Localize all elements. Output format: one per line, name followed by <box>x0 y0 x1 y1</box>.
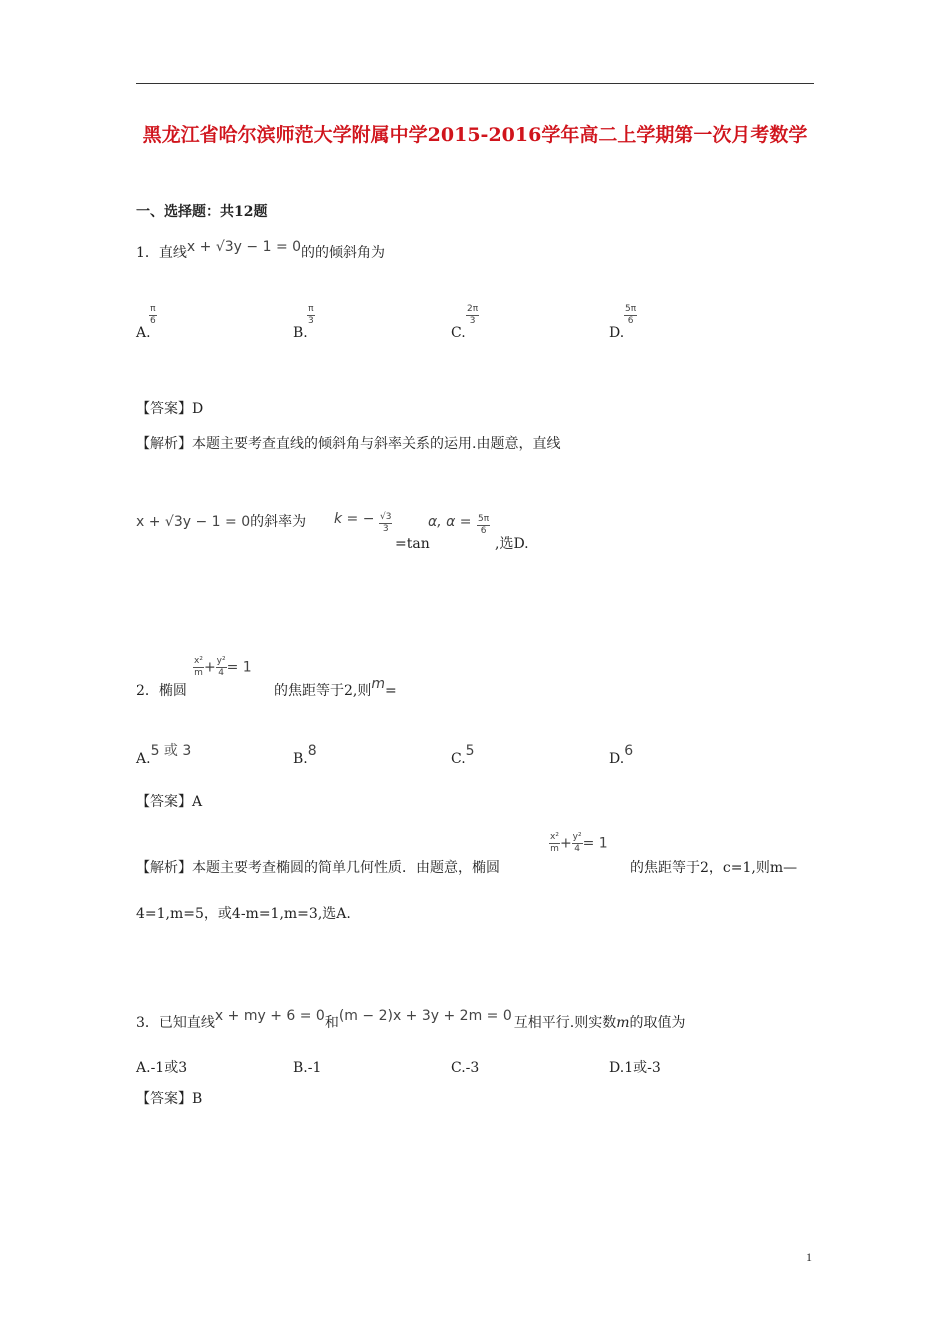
option-value: 8 <box>307 743 317 759</box>
plus-sign: + <box>559 835 572 852</box>
page-number: 1 <box>806 1250 812 1264</box>
option-d-fraction <box>624 298 637 327</box>
question-number: 1． <box>136 245 159 261</box>
option-b <box>293 743 317 768</box>
question-text: 互相平行.则实数 <box>513 1015 617 1031</box>
fraction-denominator: 3 <box>469 316 476 326</box>
alpha-fraction <box>477 508 490 537</box>
option-a <box>136 743 192 768</box>
fraction-numerator: π <box>150 304 156 314</box>
question-number: 3． <box>136 1015 159 1031</box>
fraction-denominator: 3 <box>308 316 314 326</box>
question-text: 的取值为 <box>629 1015 686 1031</box>
fraction-numerator: 2π <box>467 304 479 314</box>
fraction-numerator: 5π <box>478 514 490 524</box>
plus-sign: + <box>203 659 216 676</box>
option-value: 5 或 3 <box>150 743 192 759</box>
page-title: 黑龙江省哈尔滨师范大学附属中学2015-2016学年高二上学期第一次月考数学 <box>142 124 808 146</box>
section-heading: 一、选择题：共12题 <box>136 204 268 220</box>
analysis-text: 的斜率为 <box>250 514 307 530</box>
option-label: C. <box>451 1060 466 1076</box>
tan-text: =tan <box>395 536 430 552</box>
fraction-numerator: y² <box>216 656 226 666</box>
question-text: 直线 <box>158 245 187 261</box>
fraction-denominator: m <box>550 844 559 854</box>
header-rule <box>136 83 814 84</box>
answer: 【答案】A <box>136 794 203 810</box>
fraction-numerator: π <box>308 304 314 314</box>
option-value: 5 <box>465 743 475 759</box>
analysis-equation-line <box>136 513 306 531</box>
slope-k: k = − <box>334 511 375 527</box>
equation: x + √3y − 1 = 0 <box>186 239 302 255</box>
option-b <box>293 1059 321 1077</box>
question-2 <box>136 682 187 700</box>
alpha-text: α, α = <box>428 514 472 530</box>
option-value: 1或-3 <box>624 1060 661 1076</box>
equation-2: (m − 2)x + 3y + 2m = 0 <box>338 1008 512 1024</box>
option-d <box>609 1059 661 1077</box>
analysis: 【解析】本题主要考查直线的倾斜角与斜率关系的运用.由题意，直线 <box>136 436 561 452</box>
fraction-denominator: 6 <box>480 526 487 536</box>
option-label: B. <box>293 751 308 767</box>
question-text: 的焦距等于2,则 <box>274 683 372 699</box>
fraction-denominator: 4 <box>574 844 580 854</box>
analysis-end: ,选D. <box>495 536 529 552</box>
option-a-label: A. <box>136 325 151 341</box>
option-value: -1或3 <box>150 1060 188 1076</box>
option-a <box>136 1059 187 1077</box>
slope-fraction <box>379 506 392 535</box>
question-text: 已知直线 <box>158 1015 215 1031</box>
question-number: 2． <box>136 683 159 699</box>
answer: 【答案】B <box>136 1091 203 1107</box>
question-1 <box>136 239 386 262</box>
variable-m: m <box>616 1015 630 1031</box>
option-d-label: D. <box>609 325 625 341</box>
equation-rhs: = 1 <box>582 835 608 852</box>
fraction-numerator: x² <box>194 656 203 666</box>
variable-m: m <box>371 676 385 692</box>
question-text: 椭圆 <box>158 683 187 699</box>
option-b-fraction <box>307 298 315 327</box>
option-label: A. <box>136 1060 151 1076</box>
option-label: A. <box>136 751 151 767</box>
ellipse-equation <box>193 656 252 679</box>
slope-expression <box>334 510 374 528</box>
analysis: 【解析】本题主要考查椭圆的简单几何性质．由题意，椭圆 <box>136 860 500 876</box>
fraction-numerator: y² <box>572 832 582 842</box>
option-c <box>451 743 475 768</box>
option-c <box>451 1059 479 1077</box>
analysis-line2: 4=1,m=5，或4-m=1,m=3,选A. <box>136 906 351 922</box>
alpha-expression <box>428 513 472 531</box>
question-text-post <box>274 676 397 700</box>
option-d <box>609 743 634 768</box>
question-text: 和 <box>324 1015 339 1031</box>
option-label: C. <box>451 751 466 767</box>
question-3 <box>136 1008 686 1032</box>
answer: 【答案】D <box>136 401 204 417</box>
fraction-numerator: √3 <box>380 512 392 522</box>
equation-1: x + my + 6 = 0 <box>214 1008 325 1024</box>
fraction-denominator: 6 <box>150 316 156 326</box>
option-b-label: B. <box>293 325 308 341</box>
fraction-denominator: 3 <box>382 524 389 534</box>
equation-rhs: = 1 <box>226 659 252 676</box>
option-value: -1 <box>307 1060 322 1076</box>
fraction-numerator: 5π <box>625 304 637 314</box>
fraction-denominator: m <box>194 668 203 678</box>
option-value: 6 <box>624 743 634 759</box>
option-label: B. <box>293 1060 308 1076</box>
option-c-label: C. <box>451 325 466 341</box>
equation: x + √3y − 1 = 0 <box>136 514 251 530</box>
ellipse-equation <box>549 832 608 855</box>
fraction-denominator: 6 <box>627 316 634 326</box>
option-label: D. <box>609 751 625 767</box>
analysis-continued: 的焦距等于2，c=1,则m— <box>630 860 798 876</box>
question-text: = <box>385 683 397 699</box>
question-text: 的的倾斜角为 <box>301 245 386 261</box>
option-value: -3 <box>465 1060 480 1076</box>
option-c-fraction <box>466 298 479 327</box>
option-label: D. <box>609 1060 625 1076</box>
fraction-numerator: x² <box>550 832 559 842</box>
fraction-denominator: 4 <box>218 668 224 678</box>
option-a-fraction <box>149 298 157 327</box>
